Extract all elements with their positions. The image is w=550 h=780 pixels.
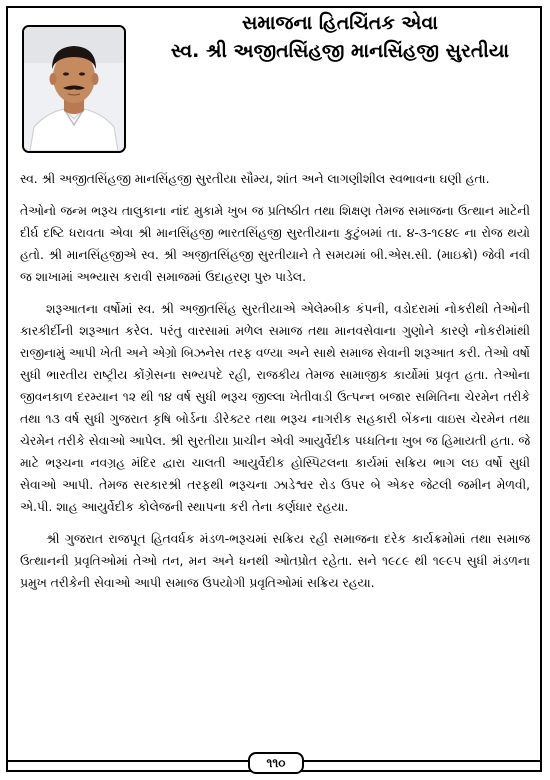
paragraph-birth: તેઓનો જન્મ ભરૂચ તાલુકાના નાંદ મુકામે ખુબ જ પ્રતિષ્ઠીત તથા શિક્ષણ તેમજ સમાજના ઉત્થાન માટેની દીર્ઘ દષ્ટિ ધરાવતા એવા શ્રી માનસિંહજી ભારતસિંહજી સુરતીયાના કુટુંબમાં તા. ૪-૩-૧૯૪૯ ના રોજ થયો હતો. શ્રી માનસિંહજીએ સ્વ. શ્રી અજીતસિંહજી સુરતીયાને તે સમયમાં બી.એસ.સી. (માઇક્રો) જેવી નવી જ શાખામાં અભ્યાસ કરાવી સમાજમાં ઉદાહરણ પુરુ પાડેલ.	[20, 204, 530, 284]
biography-text	[20, 168, 530, 604]
paragraph-community: શ્રી ગુજરાત રાજપૂત હિતવર્ધક મંડળ-ભરૂચમાં સક્રિય રહી સમાજના દરેક કાર્યક્રમોમાં તથા સમાજ ઉત્થાનની પ્રવૃતિઓમાં તેઓ તન, મન અને ધનથી ઓતપ્રોત રહેતા. સને ૧૯૮૯ થી ૧૯૯૫ સુધી મંડળના પ્રમુખ તરીકેની સેવાઓ આપી સમાજ ઉપયોગી પ્રવૃતિઓમાં સક્રિય રહયા.	[20, 532, 530, 590]
page-title-line-2: સ્વ. શ્રી અજીતસિંહજી માનસિંહજી સુરતીયા	[170, 40, 510, 62]
page-number: ૧૧૦	[248, 752, 304, 774]
page-title-line-1: સમાજના હિતચિંતક એવા	[242, 12, 438, 34]
portrait-photo	[22, 25, 126, 153]
paragraph-intro: સ્વ. શ્રી અજીતસિંહજી માનસિંહજી સુરતીયા સૌમ્ય, શાંત અને લાગણીશીલ સ્વભાવના ઘણી હતા.	[20, 172, 490, 186]
person-photo-icon	[24, 27, 124, 151]
paragraph-career: શરૂઆતના વર્ષોમાં સ્વ. શ્રી અજીતસિંહ સુરતીયાએ એલેમ્બીક કંપની, વડોદરામાં નોકરીથી તેઓની કારકીર્દીની શરૂઆત કરેલ. પરંતુ વારસામાં મળેલ સમાજ તથા માનવસેવાના ગુણોને કારણે નોકરીમાંથી રાજીનામું આપી ખેતી અને એગ્રો બિઝનેસ તરફ વળ્યા અને સાથે સમાજ સેવાની શરૂઆત કરી. તેઓ વર્ષો સુધી ભારતીય રાષ્ટ્રીય કોંગ્રેસના સભ્યપદે રહી, રાજકીય તેમજ સામાજીક કાર્યોમાં પ્રવૃત હતા. તેઓના જીવનકાળ દરમ્યાન ૧૨ થી ૧૪ વર્ષ સુધી ભરૂચ જીલ્લા ખેતીવાડી ઉત્પન્ન બજાર સમિતિના ચેરમેન તરીકે તથા ૧૩ વર્ષ સુધી ગુજરાત કૃષિ બોર્ડના ડીરેક્ટર તથા ભરૂચ નાગરીક સહકારી બેંકના વાઇસ ચેરમેન તથા ચેરમેન તરીકે સેવાઓ આપેલ. શ્રી સુરતીયા પ્રાચીન એવી આયુર્વેદીક પધ્ધતિના ખુબ જ હિમાયતી હતા. જે માટે ભરૂચના નવગ્રહ મંદિર દ્વારા ચાલતી આયુર્વેદીક હોસ્પિટલના કાર્યમાં સક્રિય ભાગ લઇ વર્ષો સુધી સેવાઓ આપી. તેમજ સરકારશ્રી તરફથી ભરૂચના ઝાડેશ્વર રોડ ઉપર બે એકર જેટલી જમીન મેળવી, એ.પી. શાહ આયુર્વેદીક કોલેજની સ્થાપના કરી તેના કર્ણધાર રહયા.	[20, 302, 530, 514]
